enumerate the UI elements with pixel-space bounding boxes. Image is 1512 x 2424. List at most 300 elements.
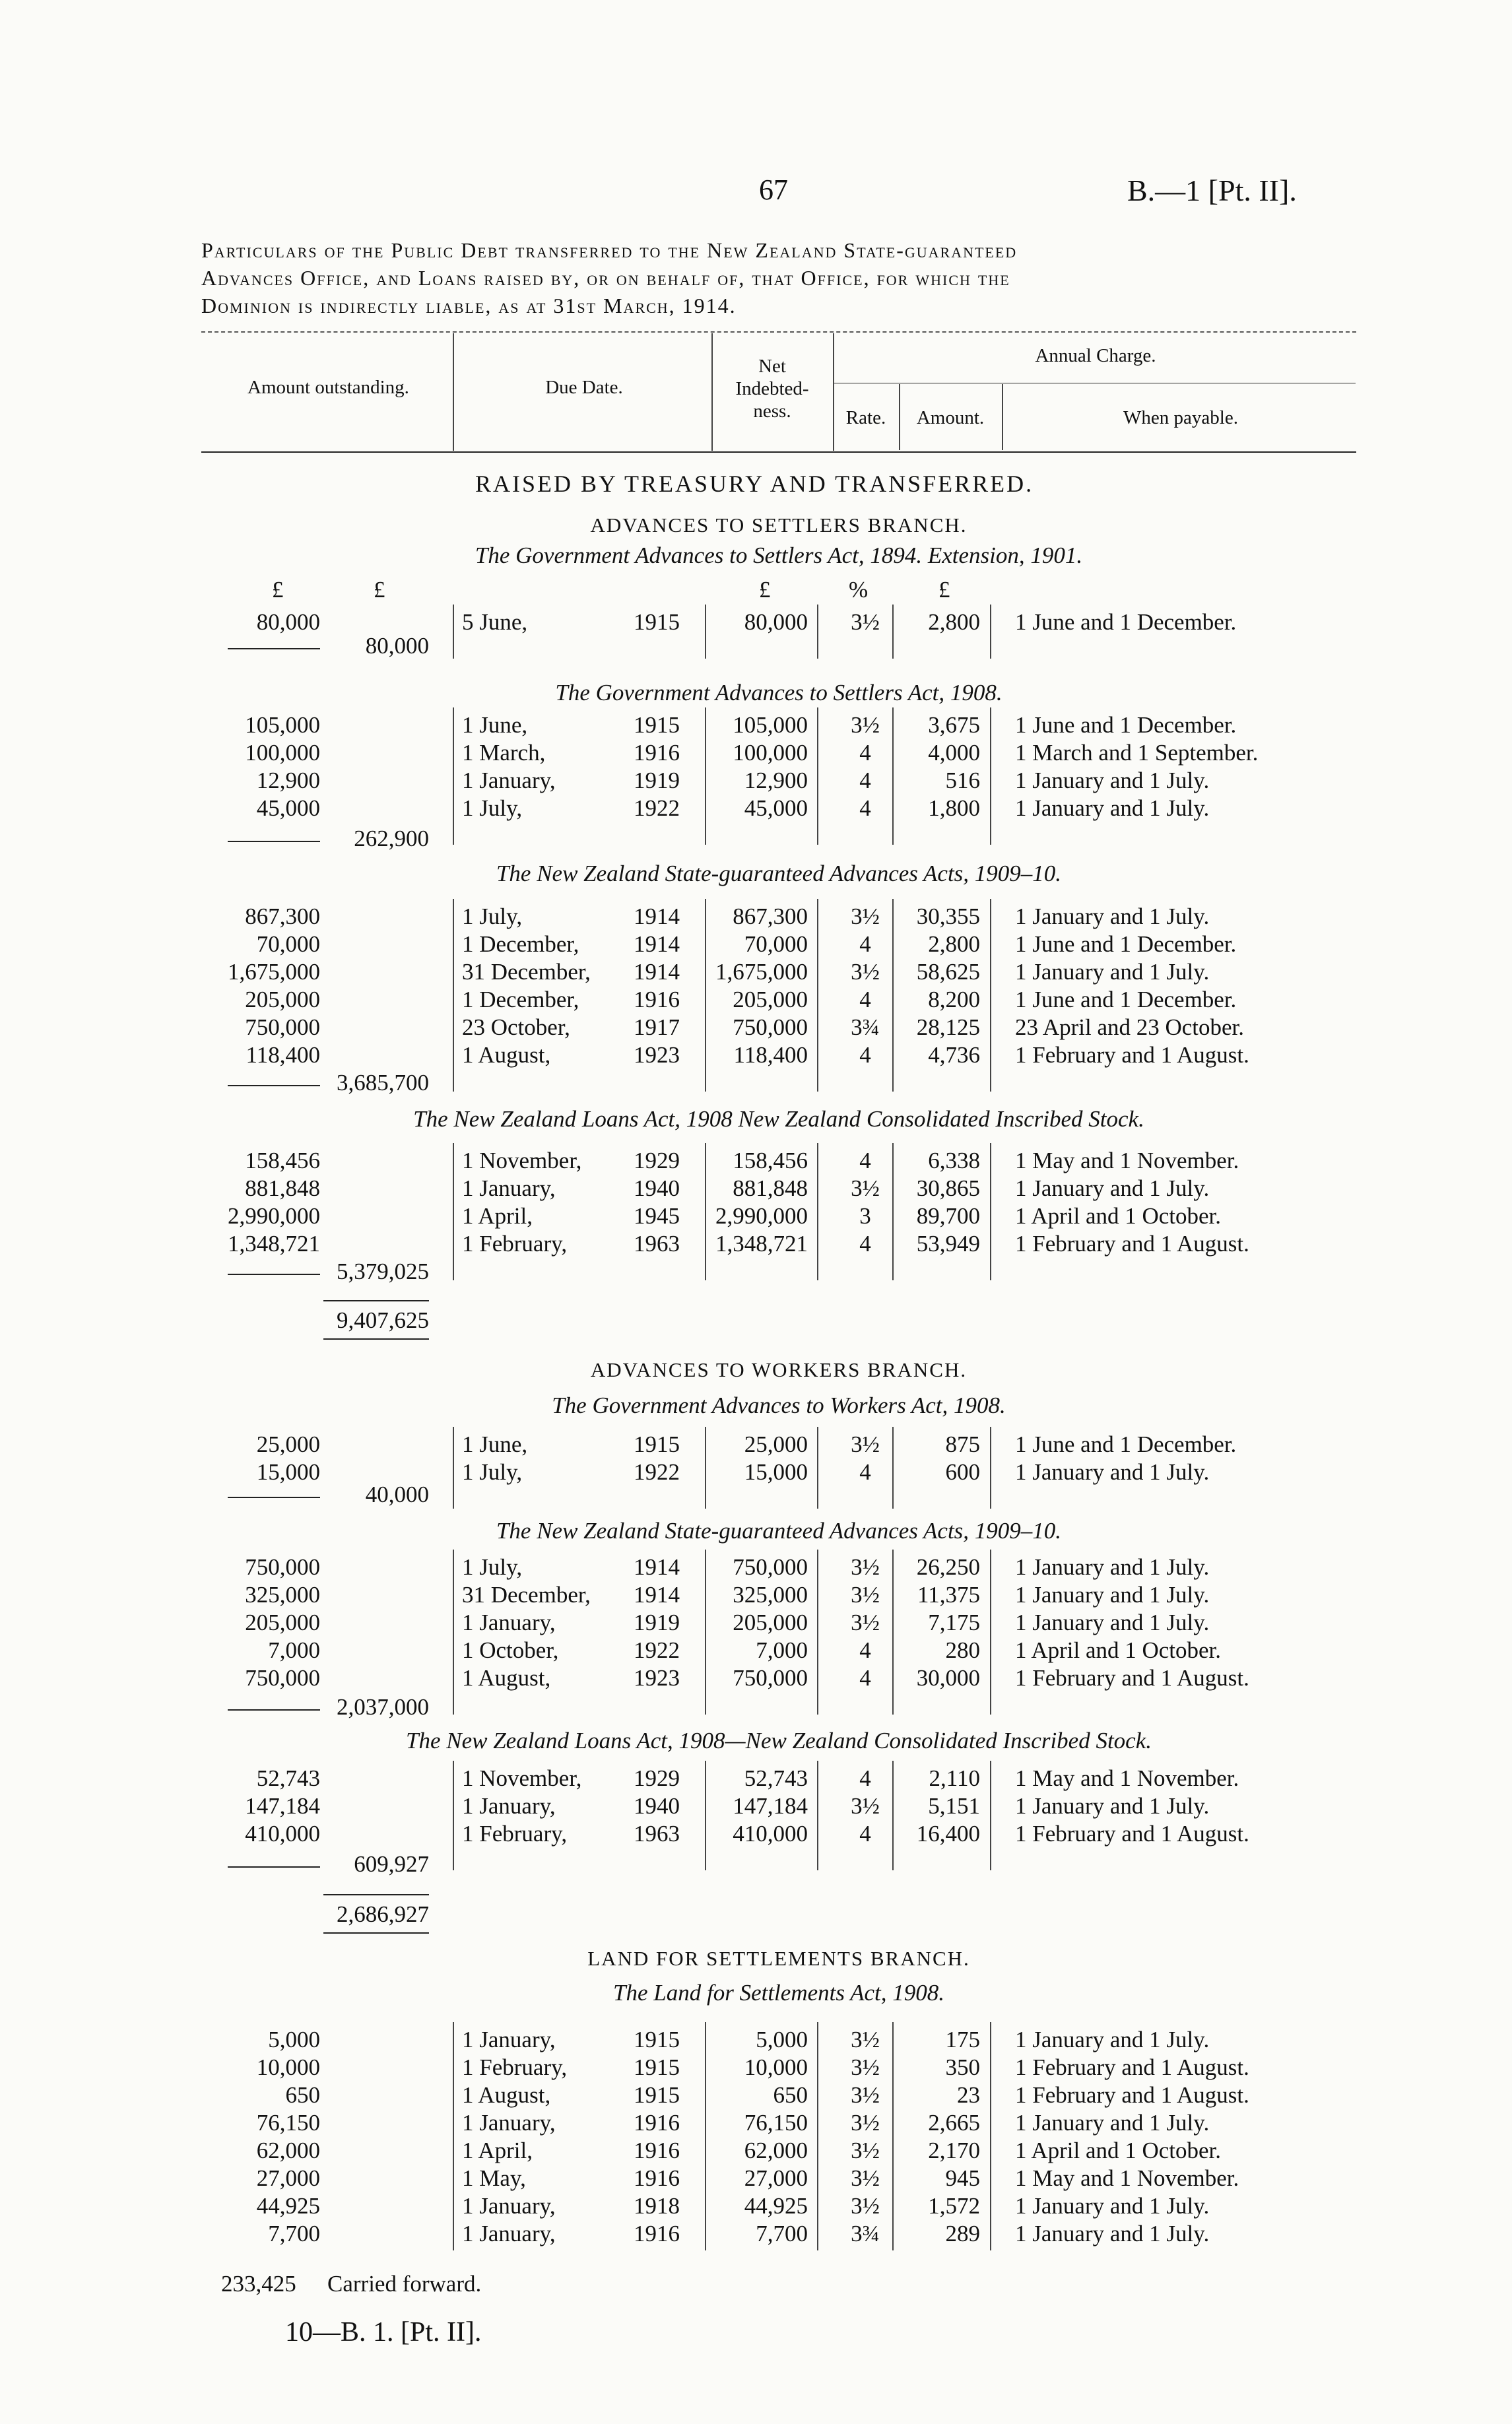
- due-date-day-month: 1 December,: [462, 931, 579, 957]
- rate-cell: 3½: [851, 2165, 880, 2191]
- amount-outstanding-cell: 1,675,000: [228, 959, 320, 985]
- unit-pound-4: £: [938, 577, 950, 603]
- when-payable-cell: 1 June and 1 December.: [1015, 1431, 1237, 1457]
- amount-outstanding-cell: 105,000: [245, 712, 320, 738]
- when-payable-cell: 1 January and 1 July.: [1015, 2221, 1210, 2246]
- total-underline: [323, 1338, 429, 1340]
- due-date-day-month: 1 January,: [462, 1793, 556, 1819]
- rate-cell: 4: [859, 1148, 871, 1173]
- net-indebtedness-cell: 205,000: [733, 987, 808, 1012]
- rate-cell: 4: [859, 740, 871, 766]
- due-date-year: 1963: [634, 1231, 680, 1257]
- rate-cell: 3½: [851, 2193, 880, 2219]
- due-date-year: 1916: [634, 2221, 680, 2246]
- carried-forward-label: Carried forward.: [327, 2271, 482, 2297]
- column-rule: [892, 1761, 894, 1870]
- due-date-day-month: 1 April,: [462, 1203, 533, 1229]
- due-date-year: 1914: [634, 931, 680, 957]
- when-payable-cell: 1 January and 1 July.: [1015, 2193, 1210, 2219]
- column-rule: [705, 1143, 706, 1280]
- rate-cell: 4: [859, 1042, 871, 1068]
- rate-cell: 4: [859, 987, 871, 1012]
- when-payable-cell: 1 February and 1 August.: [1015, 2054, 1249, 2080]
- amount-outstanding-cell: 10,000: [256, 2054, 320, 2080]
- due-date-year: 1922: [634, 1459, 680, 1485]
- when-payable-cell: 1 January and 1 July.: [1015, 795, 1210, 821]
- due-date-year: 1963: [634, 1821, 680, 1847]
- unit-percent: %: [849, 577, 869, 603]
- net-indebtedness-cell: 100,000: [733, 740, 808, 766]
- amount-outstanding-cell: 5,000: [268, 2027, 320, 2052]
- amount-outstanding-cell: 118,400: [246, 1042, 320, 1068]
- when-payable-cell: 1 February and 1 August.: [1015, 2082, 1249, 2108]
- column-rule: [817, 605, 818, 659]
- annual-amount-cell: 2,800: [928, 609, 980, 635]
- when-payable-cell: 1 January and 1 July.: [1015, 1554, 1210, 1580]
- net-indebtedness-cell: 80,000: [744, 609, 808, 635]
- amount-outstanding-cell: 7,000: [268, 1637, 320, 1663]
- due-date-day-month: 1 June,: [462, 712, 528, 738]
- amount-outstanding-cell: 205,000: [245, 987, 320, 1012]
- amount-outstanding-cell: 25,000: [256, 1431, 320, 1457]
- rate-cell: 3¾: [851, 2221, 880, 2246]
- when-payable-cell: 1 May and 1 November.: [1015, 2165, 1239, 2191]
- annual-amount-cell: 30,865: [916, 1175, 980, 1201]
- column-rule: [892, 2022, 894, 2250]
- column-rule: [892, 1427, 894, 1509]
- net-indebtedness-cell: 62,000: [744, 2138, 808, 2163]
- due-date-year: 1914: [634, 903, 680, 929]
- amount-outstanding-cell: 52,743: [256, 1765, 320, 1791]
- amount-outstanding-cell: 76,150: [256, 2110, 320, 2136]
- due-date-day-month: 1 December,: [462, 987, 579, 1012]
- net-indebtedness-cell: 105,000: [733, 712, 808, 738]
- amount-outstanding-cell: 205,000: [245, 1610, 320, 1635]
- due-date-day-month: 1 February,: [462, 1231, 568, 1257]
- col-amount-outstanding: Amount outstanding.: [247, 377, 409, 398]
- net-indebtedness-cell: 325,000: [733, 1582, 808, 1608]
- col-due-date: Due Date.: [545, 377, 623, 398]
- when-payable-cell: 1 March and 1 September.: [1015, 740, 1259, 766]
- annual-amount-cell: 4,736: [928, 1042, 980, 1068]
- column-rule: [453, 2022, 454, 2250]
- when-payable-cell: 1 January and 1 July.: [1015, 1610, 1210, 1635]
- due-date-day-month: 23 October,: [462, 1014, 570, 1040]
- due-date-year: 1915: [634, 712, 680, 738]
- page-number: 67: [759, 174, 788, 206]
- when-payable-cell: 1 February and 1 August.: [1015, 1821, 1249, 1847]
- column-rule: [817, 707, 818, 845]
- annual-amount-cell: 58,625: [916, 959, 980, 985]
- amount-outstanding-cell: 750,000: [245, 1014, 320, 1040]
- net-indebtedness-cell: 70,000: [744, 931, 808, 957]
- annual-amount-cell: 2,170: [928, 2138, 980, 2163]
- subtotal-dash: [228, 1085, 320, 1086]
- column-rule: [892, 605, 894, 659]
- act-title: The Land for Settlements Act, 1908.: [613, 1980, 944, 2006]
- when-payable-cell: 1 January and 1 July.: [1015, 1793, 1210, 1819]
- due-date-day-month: 1 April,: [462, 2138, 533, 2163]
- branch-subtotal: 5,379,025: [337, 1259, 429, 1284]
- net-indebtedness-cell: 27,000: [744, 2165, 808, 2191]
- annual-amount-cell: 2,800: [928, 931, 980, 957]
- due-date-year: 1915: [634, 2082, 680, 2108]
- annual-amount-cell: 3,675: [928, 712, 980, 738]
- due-date-year: 1919: [634, 768, 680, 793]
- footer-reference: 10—B. 1. [Pt. II].: [285, 2317, 482, 2347]
- annual-amount-cell: 11,375: [917, 1582, 980, 1608]
- annual-amount-cell: 516: [945, 768, 980, 793]
- column-rule: [705, 605, 706, 659]
- rate-cell: 3½: [851, 609, 880, 635]
- branch-total: 9,407,625: [337, 1307, 429, 1333]
- column-rule: [990, 1427, 991, 1509]
- due-date-day-month: 1 November,: [462, 1765, 582, 1791]
- rate-cell: 4: [859, 1665, 871, 1691]
- column-rule: [453, 899, 454, 1092]
- column-rule: [453, 1550, 454, 1715]
- column-rule: [990, 1143, 991, 1280]
- rate-cell: 4: [859, 1637, 871, 1663]
- net-indebtedness-cell: 7,000: [756, 1637, 808, 1663]
- annual-amount-cell: 945: [945, 2165, 980, 2191]
- due-date-year: 1914: [634, 1554, 680, 1580]
- column-rule: [453, 1143, 454, 1280]
- net-indebtedness-cell: 205,000: [733, 1610, 808, 1635]
- column-rule: [453, 1761, 454, 1870]
- due-date-year: 1916: [634, 987, 680, 1012]
- when-payable-cell: 1 June and 1 December.: [1015, 931, 1237, 957]
- net-indebtedness-cell: 52,743: [744, 1765, 808, 1791]
- subtotal-dash: [228, 1709, 320, 1711]
- due-date-day-month: 1 July,: [462, 1554, 523, 1580]
- column-rule: [705, 1550, 706, 1715]
- due-date-day-month: 5 June,: [462, 609, 528, 635]
- due-date-year: 1940: [634, 1175, 680, 1201]
- due-date-year: 1923: [634, 1665, 680, 1691]
- due-date-day-month: 1 February,: [462, 2054, 568, 2080]
- subtotal-dash: [228, 1497, 320, 1498]
- due-date-day-month: 1 October,: [462, 1637, 559, 1663]
- annual-amount-cell: 53,949: [916, 1231, 980, 1257]
- rate-cell: 3½: [851, 2054, 880, 2080]
- annual-amount-cell: 1,800: [928, 795, 980, 821]
- amount-outstanding-cell: 147,184: [245, 1793, 320, 1819]
- col-net-2: Indebted-: [735, 378, 809, 399]
- net-indebtedness-cell: 867,300: [733, 903, 808, 929]
- branch-subtotal: 609,927: [354, 1851, 429, 1877]
- column-rule: [453, 605, 454, 659]
- amount-outstanding-cell: 410,000: [245, 1821, 320, 1847]
- due-date-day-month: 1 July,: [462, 1459, 523, 1485]
- annual-amount-cell: 875: [945, 1431, 980, 1457]
- due-date-day-month: 1 August,: [462, 1665, 551, 1691]
- due-date-day-month: 31 December,: [462, 1582, 591, 1608]
- when-payable-cell: 1 April and 1 October.: [1015, 2138, 1222, 2163]
- branch-subtotal: 262,900: [354, 826, 429, 851]
- annual-amount-cell: 30,000: [916, 1665, 980, 1691]
- due-date-year: 1923: [634, 1042, 680, 1068]
- due-date-year: 1914: [634, 959, 680, 985]
- rate-cell: 4: [859, 1765, 871, 1791]
- branch-subtotal: 40,000: [365, 1482, 429, 1507]
- when-payable-cell: 1 January and 1 July.: [1015, 2027, 1210, 2052]
- title-line-3: Dominion is indirectly liable, as at 31st March, 1914.: [201, 294, 737, 317]
- col-amount: Amount.: [916, 407, 985, 428]
- branch-subtotal: 3,685,700: [337, 1070, 429, 1096]
- rate-cell: 3½: [851, 2110, 880, 2136]
- subtotal-dash: [228, 1866, 320, 1868]
- net-indebtedness-cell: 76,150: [744, 2110, 808, 2136]
- when-payable-cell: 23 April and 23 October.: [1015, 1014, 1245, 1040]
- column-rule: [817, 1550, 818, 1715]
- annual-amount-cell: 89,700: [916, 1203, 980, 1229]
- annual-amount-cell: 2,110: [929, 1765, 980, 1791]
- act-title: The Government Advances to Settlers Act, 1894. Extension, 1901.: [475, 542, 1083, 568]
- column-rule: [705, 1427, 706, 1509]
- col-net-1: Net: [758, 356, 786, 377]
- amount-outstanding-cell: 27,000: [256, 2165, 320, 2191]
- annual-amount-cell: 6,338: [928, 1148, 980, 1173]
- amount-outstanding-cell: 44,925: [256, 2193, 320, 2219]
- net-indebtedness-cell: 44,925: [744, 2193, 808, 2219]
- net-indebtedness-cell: 158,456: [733, 1148, 808, 1173]
- due-date-year: 1945: [634, 1203, 680, 1229]
- when-payable-cell: 1 May and 1 November.: [1015, 1765, 1239, 1791]
- total-underline: [323, 1932, 429, 1934]
- due-date-day-month: 1 January,: [462, 768, 556, 793]
- act-title: The Government Advances to Workers Act, 1908.: [552, 1392, 1006, 1418]
- column-rule: [990, 1550, 991, 1715]
- column-rule: [705, 1761, 706, 1870]
- amount-outstanding-cell: 650: [285, 2082, 320, 2108]
- when-payable-cell: 1 January and 1 July.: [1015, 1175, 1210, 1201]
- due-date-day-month: 31 December,: [462, 959, 591, 985]
- due-date-day-month: 1 July,: [462, 903, 523, 929]
- net-indebtedness-cell: 45,000: [744, 795, 808, 821]
- document-reference: B.—1 [Pt. II].: [1127, 174, 1297, 207]
- rate-cell: 3½: [851, 712, 880, 738]
- column-rule: [990, 899, 991, 1092]
- when-payable-cell: 1 January and 1 July.: [1015, 959, 1210, 985]
- due-date-day-month: 1 January,: [462, 2221, 556, 2246]
- when-payable-cell: 1 June and 1 December.: [1015, 712, 1237, 738]
- due-date-day-month: 1 June,: [462, 1431, 528, 1457]
- rate-cell: 4: [859, 931, 871, 957]
- annual-amount-cell: 23: [957, 2082, 980, 2108]
- rate-cell: 3¾: [851, 1014, 880, 1040]
- due-date-year: 1915: [634, 2054, 680, 2080]
- title-line-2: Advances Office, and Loans raised by, or on behalf of, that Office, for which the: [201, 266, 1010, 290]
- col-when-payable: When payable.: [1123, 407, 1238, 428]
- branch-subtotal: 2,037,000: [337, 1694, 429, 1720]
- col-annual-charge: Annual Charge.: [1035, 345, 1156, 366]
- due-date-year: 1916: [634, 2165, 680, 2191]
- due-date-year: 1916: [634, 2138, 680, 2163]
- amount-outstanding-cell: 1,348,721: [228, 1231, 320, 1257]
- subtotal-dash: [228, 648, 320, 649]
- table-top-rule: [201, 331, 1356, 333]
- subtotal-dash: [228, 1274, 320, 1275]
- net-indebtedness-cell: 410,000: [733, 1821, 808, 1847]
- col-net-3: ness.: [753, 401, 791, 422]
- when-payable-cell: 1 April and 1 October.: [1015, 1637, 1222, 1663]
- due-date-day-month: 1 January,: [462, 1610, 556, 1635]
- act-title: The New Zealand Loans Act, 1908 New Zealand Consolidated Inscribed Stock.: [413, 1106, 1144, 1132]
- rate-cell: 3½: [851, 1793, 880, 1819]
- when-payable-cell: 1 January and 1 July.: [1015, 903, 1210, 929]
- annual-amount-cell: 8,200: [928, 987, 980, 1012]
- when-payable-cell: 1 June and 1 December.: [1015, 987, 1237, 1012]
- due-date-year: 1922: [634, 795, 680, 821]
- due-date-year: 1915: [634, 2027, 680, 2052]
- amount-outstanding-cell: 881,848: [245, 1175, 320, 1201]
- column-rule: [892, 1143, 894, 1280]
- amount-outstanding-cell: 45,000: [256, 795, 320, 821]
- total-rule: [323, 1300, 429, 1301]
- net-indebtedness-cell: 147,184: [733, 1793, 808, 1819]
- amount-outstanding-cell: 2,990,000: [228, 1203, 320, 1229]
- act-title: The Government Advances to Settlers Act, 1908.: [555, 680, 1003, 705]
- amount-outstanding-cell: 62,000: [256, 2138, 320, 2163]
- rate-cell: 3½: [851, 1610, 880, 1635]
- rate-cell: 4: [859, 795, 871, 821]
- due-date-day-month: 1 January,: [462, 2110, 556, 2136]
- net-indebtedness-cell: 15,000: [744, 1459, 808, 1485]
- net-indebtedness-cell: 1,348,721: [715, 1231, 808, 1257]
- net-indebtedness-cell: 650: [773, 2082, 808, 2108]
- annual-amount-cell: 289: [945, 2221, 980, 2246]
- net-indebtedness-cell: 12,900: [744, 768, 808, 793]
- when-payable-cell: 1 January and 1 July.: [1015, 2110, 1210, 2136]
- due-date-year: 1940: [634, 1793, 680, 1819]
- when-payable-cell: 1 February and 1 August.: [1015, 1665, 1249, 1691]
- total-rule: [323, 1894, 429, 1895]
- annual-amount-cell: 175: [945, 2027, 980, 2052]
- column-rule: [705, 707, 706, 845]
- amount-outstanding-cell: 867,300: [245, 903, 320, 929]
- unit-pound-1: £: [272, 577, 284, 603]
- rate-cell: 3½: [851, 903, 880, 929]
- net-indebtedness-cell: 118,400: [733, 1042, 808, 1068]
- due-date-year: 1916: [634, 740, 680, 766]
- column-rule: [892, 707, 894, 845]
- net-indebtedness-cell: 750,000: [733, 1554, 808, 1580]
- due-date-year: 1918: [634, 2193, 680, 2219]
- due-date-day-month: 1 February,: [462, 1821, 568, 1847]
- unit-pound-2: £: [374, 577, 385, 603]
- title-line-1: Particulars of the Public Debt transferred to the New Zealand State-guaranteed: [201, 238, 1018, 262]
- rate-cell: 3: [859, 1203, 871, 1229]
- column-rule: [705, 899, 706, 1092]
- column-rule: [817, 1761, 818, 1870]
- due-date-day-month: 1 January,: [462, 2193, 556, 2219]
- rate-cell: 3½: [851, 2138, 880, 2163]
- annual-amount-cell: 7,175: [928, 1610, 980, 1635]
- annual-amount-cell: 600: [945, 1459, 980, 1485]
- rate-cell: 3½: [851, 959, 880, 985]
- amount-outstanding-cell: 325,000: [245, 1582, 320, 1608]
- act-title: The New Zealand Loans Act, 1908—New Zealand Consolidated Inscribed Stock.: [405, 1728, 1152, 1753]
- amount-outstanding-cell: 80,000: [256, 609, 320, 635]
- due-date-day-month: 1 August,: [462, 2082, 551, 2108]
- unit-pound-3: £: [759, 577, 771, 603]
- annual-amount-cell: 1,572: [928, 2193, 980, 2219]
- due-date-day-month: 1 November,: [462, 1148, 582, 1173]
- net-indebtedness-cell: 10,000: [744, 2054, 808, 2080]
- due-date-day-month: 1 August,: [462, 1042, 551, 1068]
- rate-cell: 3½: [851, 1554, 880, 1580]
- amount-outstanding-cell: 15,000: [256, 1459, 320, 1485]
- rate-cell: 3½: [851, 1175, 880, 1201]
- due-date-day-month: 1 May,: [462, 2165, 526, 2191]
- due-date-day-month: 1 January,: [462, 1175, 556, 1201]
- net-indebtedness-cell: 750,000: [733, 1665, 808, 1691]
- amount-outstanding-cell: 750,000: [245, 1554, 320, 1580]
- column-rule: [453, 1427, 454, 1509]
- act-title: The New Zealand State-guaranteed Advances Acts, 1909–10.: [496, 861, 1062, 886]
- due-date-year: 1914: [634, 1582, 680, 1608]
- annual-amount-cell: 28,125: [916, 1014, 980, 1040]
- column-rule: [817, 1143, 818, 1280]
- due-date-year: 1919: [634, 1610, 680, 1635]
- branch-subtotal: 80,000: [365, 633, 429, 659]
- annual-amount-cell: 5,151: [928, 1793, 980, 1819]
- when-payable-cell: 1 June and 1 December.: [1015, 609, 1237, 635]
- rate-cell: 3½: [851, 1582, 880, 1608]
- carried-forward-amount: 233,425: [221, 2271, 296, 2297]
- net-indebtedness-cell: 881,848: [733, 1175, 808, 1201]
- net-indebtedness-cell: 750,000: [733, 1014, 808, 1040]
- amount-outstanding-cell: 12,900: [256, 768, 320, 793]
- net-indebtedness-cell: 25,000: [744, 1431, 808, 1457]
- annual-amount-cell: 26,250: [916, 1554, 980, 1580]
- rate-cell: 4: [859, 768, 871, 793]
- annual-amount-cell: 280: [945, 1637, 980, 1663]
- col-rate: Rate.: [845, 407, 886, 428]
- column-rule: [892, 899, 894, 1092]
- annual-amount-cell: 2,665: [928, 2110, 980, 2136]
- branch-total: 2,686,927: [337, 1901, 429, 1927]
- due-date-year: 1922: [634, 1637, 680, 1663]
- rate-cell: 4: [859, 1459, 871, 1485]
- annual-amount-cell: 16,400: [916, 1821, 980, 1847]
- due-date-day-month: 1 July,: [462, 795, 523, 821]
- annual-amount-cell: 4,000: [928, 740, 980, 766]
- subtotal-dash: [228, 841, 320, 842]
- net-indebtedness-cell: 7,700: [756, 2221, 808, 2246]
- rate-cell: 4: [859, 1821, 871, 1847]
- branch-heading: ADVANCES TO WORKERS BRANCH.: [590, 1358, 968, 1381]
- due-date-year: 1929: [634, 1148, 680, 1173]
- column-rule: [817, 1427, 818, 1509]
- due-date-year: 1917: [634, 1014, 680, 1040]
- column-rule: [817, 899, 818, 1092]
- due-date-year: 1915: [634, 1431, 680, 1457]
- act-title: The New Zealand State-guaranteed Advances Acts, 1909–10.: [496, 1518, 1062, 1544]
- rate-cell: 3½: [851, 2082, 880, 2108]
- due-date-day-month: 1 March,: [462, 740, 546, 766]
- column-rule: [817, 2022, 818, 2250]
- amount-outstanding-cell: 158,456: [245, 1148, 320, 1173]
- when-payable-cell: 1 May and 1 November.: [1015, 1148, 1239, 1173]
- when-payable-cell: 1 February and 1 August.: [1015, 1042, 1249, 1068]
- net-indebtedness-cell: 2,990,000: [715, 1203, 808, 1229]
- table-header-rule: [201, 451, 1356, 453]
- when-payable-cell: 1 January and 1 July.: [1015, 1582, 1210, 1608]
- column-rule: [990, 2022, 991, 2250]
- amount-outstanding-cell: 7,700: [268, 2221, 320, 2246]
